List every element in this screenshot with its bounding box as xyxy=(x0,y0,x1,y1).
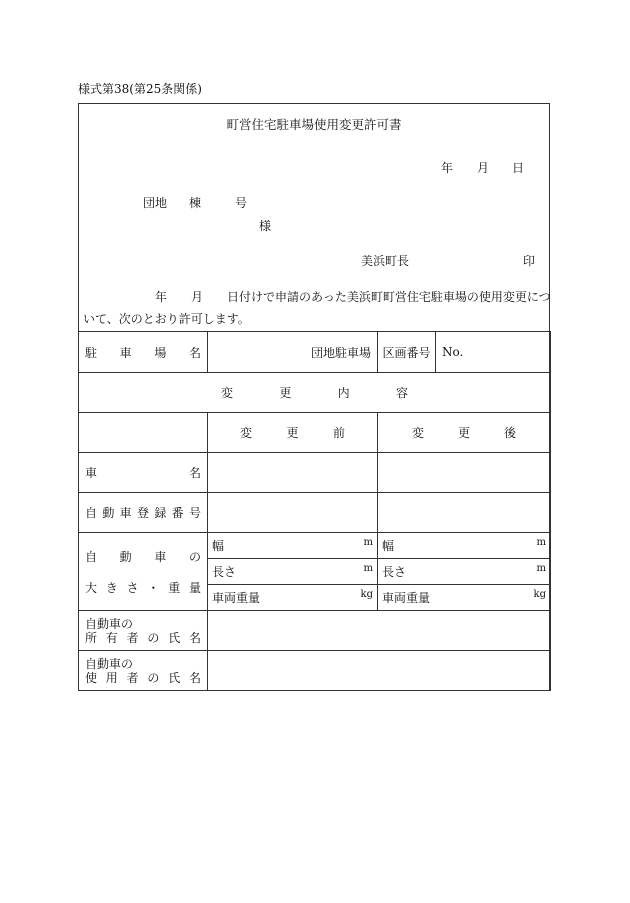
user-name-value[interactable] xyxy=(208,651,551,691)
body-text-line2: いて、次のとおり許可します。 xyxy=(83,312,250,326)
section-number-value: No. xyxy=(436,332,551,373)
blank-header-cell xyxy=(79,413,208,453)
owner-row xyxy=(79,611,551,651)
width-after[interactable]: 幅 m xyxy=(378,533,551,559)
car-name-before[interactable] xyxy=(208,453,378,493)
length-before[interactable]: 長さ m xyxy=(208,559,378,585)
seal-mark: 印 xyxy=(523,254,536,268)
unit-m: m xyxy=(363,563,373,574)
date-year: 年 xyxy=(441,161,454,175)
change-content-header: 変 更 内 容 xyxy=(79,373,551,413)
addressee-building: 棟 xyxy=(189,196,202,210)
body-text-line1: 日付けで申請のあった美浜町町営住宅駐車場の使用変更につ xyxy=(227,290,551,304)
unit-m: m xyxy=(363,537,373,548)
registration-row xyxy=(79,493,551,533)
permit-form xyxy=(78,103,550,691)
before-header: 変 更 前 xyxy=(208,413,378,453)
unit-kg: kg xyxy=(360,589,373,600)
parking-name-value: 団地駐車場 xyxy=(208,332,378,373)
owner-name-label: 自動車の 所 有 者 の 氏 名 xyxy=(79,611,208,651)
body-year: 年 xyxy=(155,290,168,304)
car-name-after[interactable] xyxy=(378,453,551,493)
weight-before[interactable]: 車両重量 kg xyxy=(208,585,378,611)
date-day: 日 xyxy=(512,161,525,175)
unit-kg: kg xyxy=(533,589,546,600)
user-name-label: 自動車の 使 用 者 の 氏 名 xyxy=(79,651,208,691)
unit-m: m xyxy=(536,563,546,574)
car-name-label: 車 名 xyxy=(79,453,208,493)
permit-header xyxy=(79,104,549,332)
registration-number-label: 自 動 車 登 録 番 号 xyxy=(79,493,208,533)
registration-number-after[interactable] xyxy=(378,493,551,533)
section-number-label: 区画番号 xyxy=(378,332,436,373)
size-weight-label: 自 動 車 の 大 き さ ・ 重 量 xyxy=(79,533,208,611)
car-name-row xyxy=(79,453,551,493)
registration-number-before[interactable] xyxy=(208,493,378,533)
form-number-label: 様式第38(第25条関係) xyxy=(78,82,202,96)
parking-row xyxy=(79,332,551,373)
weight-after[interactable]: 車両重量 kg xyxy=(378,585,551,611)
addressee-honorific: 様 xyxy=(259,219,272,233)
addressee-room: 号 xyxy=(235,196,248,210)
change-detail-table xyxy=(78,331,551,691)
parking-name-label: 駐 車 場 名 xyxy=(79,332,208,373)
document-title: 町営住宅駐車場使用変更許可書 xyxy=(226,117,402,132)
after-header: 変 更 後 xyxy=(378,413,551,453)
issuer-name: 美浜町長 xyxy=(361,254,410,268)
unit-m: m xyxy=(536,537,546,548)
body-month: 月 xyxy=(191,290,204,304)
before-after-header-row xyxy=(79,413,551,453)
addressee-danchi: 団地 xyxy=(143,196,168,210)
width-row xyxy=(79,533,551,559)
change-content-row xyxy=(79,373,551,413)
owner-name-value[interactable] xyxy=(208,611,551,651)
user-row xyxy=(79,651,551,691)
width-before[interactable]: 幅 m xyxy=(208,533,378,559)
length-after[interactable]: 長さ m xyxy=(378,559,551,585)
date-month: 月 xyxy=(477,161,490,175)
